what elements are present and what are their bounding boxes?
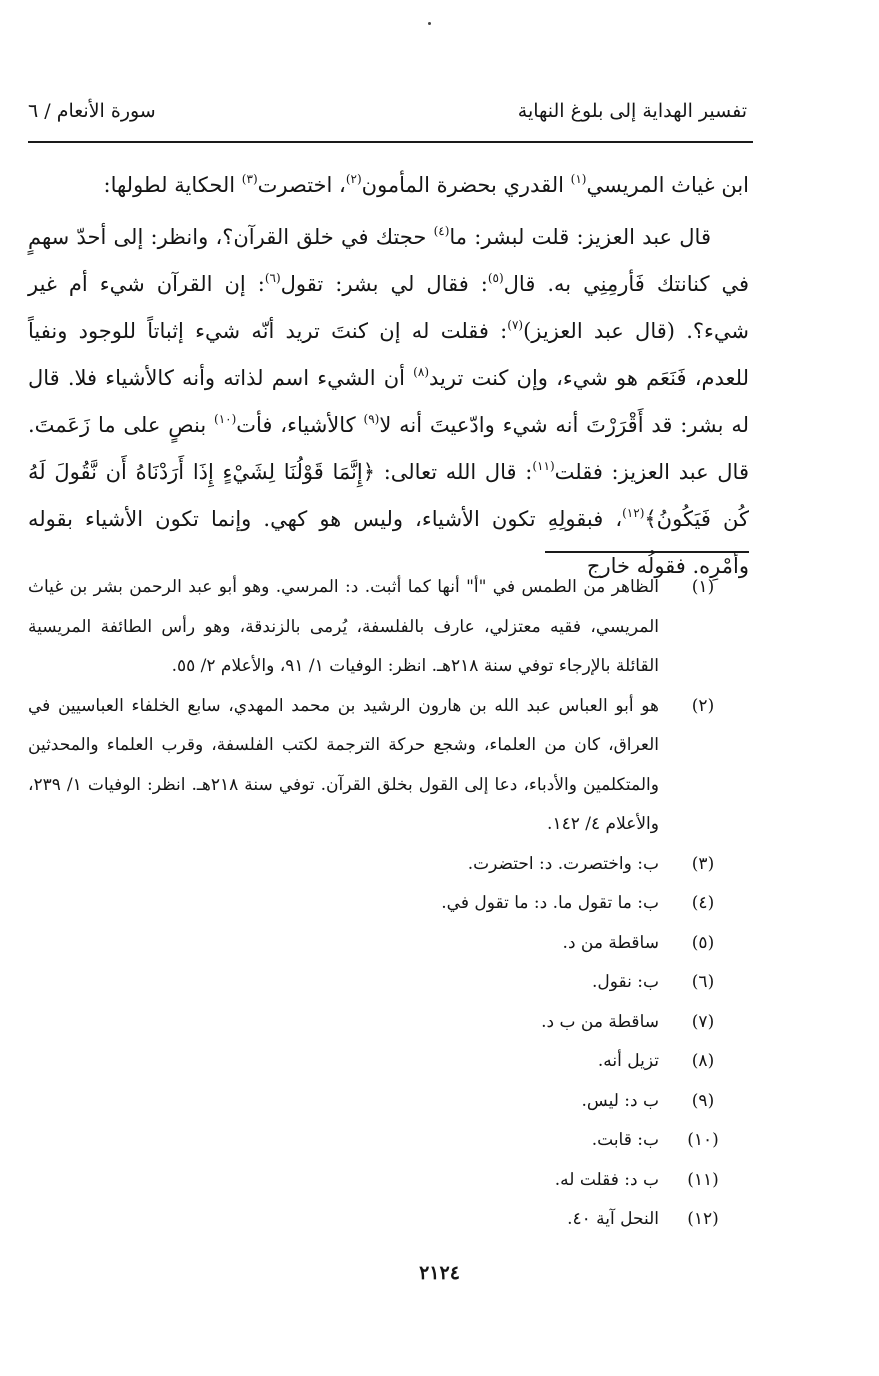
page-number: ٢١٢٤ (419, 1262, 460, 1284)
footnote-ref: (٩) (363, 412, 380, 426)
footnote-number: (٦) (691, 972, 715, 992)
book-title: تفسير الهداية إلى بلوغ النهاية (517, 100, 747, 122)
footnote-number: (١١) (687, 1169, 719, 1190)
footnote-text: ساقطة من ب د. (541, 1011, 659, 1032)
footnote-ref: (١١) (532, 459, 555, 473)
text-run: ، فبقولِهِ تكون الأشياء، وليس هو كهي. وإنما تكون الأشياء بقوله وأمْرِه. فقولُه خارج (28, 507, 749, 578)
footnote-ref: (٥) (487, 271, 504, 285)
text-run: حجتك في خلق القرآن؟، وانظر: إلى أحدّ سهمٍ في كنانتك فَأرمِنِي به. قال (28, 225, 750, 296)
paragraph-dialogue (28, 214, 749, 590)
text-run: كالأشياء، فأت (236, 413, 364, 437)
text-run: قال عبد العزيز: قلت لبشر: ما (449, 225, 711, 249)
surah-and-volume: سورة الأنعام / ٦ (28, 100, 156, 122)
footnote-text: ب: قابت. (591, 1130, 659, 1150)
footnote-number: (٥) (691, 932, 715, 953)
quran-verse: : قال الله تعالى: ﴿إِنَّمَا قَوْلُنَا لِشَيْءٍ إِذَا أَرَدْنَاهُ أَن نَّقُولَ لَهُ كُن فَيَكُونُ﴾ (28, 460, 749, 531)
footnote-text: الظاهر من الطمس في "أ" أنها كما أثبت. د: المرسي. وهو أبو عبد الرحمن بشر بن غياث المريسي، فقيه معتزلي، عارف بالفلسفة، يُرمى بالزندقة، وهو رأس الطائفة المريسية القائلة بالإرجاء توفي سنة ٢١٨هـ. انظر: الوفيات ١/ ٩١، والأعلام ٢/ ٥٥. (28, 577, 659, 676)
footnote (28, 1082, 731, 1122)
footnote-number: (١٠) (687, 1130, 719, 1150)
footnote-text: ب: واختصرت. د: احتضرت. (467, 853, 659, 874)
main-text (28, 162, 749, 590)
footnote-text: ب: ما تقول ما. د: ما تقول في. (441, 893, 659, 913)
footnote-number: (٤) (691, 893, 715, 913)
footnote-number: (٧) (691, 1011, 715, 1032)
footnote-ref: (١٢) (622, 506, 645, 520)
footnote-ref: (٤) (433, 224, 450, 238)
text-run: الحكاية لطولها: (103, 173, 242, 197)
footnote-ref: (١٠) (214, 412, 237, 426)
footnote-ref: (٢) (345, 172, 362, 186)
footnote-ref: (٣) (241, 172, 258, 186)
footnote-number: (١٢) (687, 1209, 719, 1229)
footnote-separator (545, 551, 749, 553)
text-run: ابن غياث المريسي (586, 173, 749, 197)
footnote-number: (٨) (691, 1051, 715, 1071)
footnote-text: ب د: فقلت له. (554, 1169, 659, 1190)
footnote-text: ساقطة من د. (562, 932, 659, 953)
footnote-ref: (٧) (507, 318, 524, 332)
text-run: أن الشيء اسم لذاته وأنه كالأشياء فلا. قال له بشر: قد أَقْرَرْتَ أنه شيء وادّعيتَ أنه لا (28, 366, 750, 437)
footnote (28, 1121, 731, 1161)
footnote-text: هو أبو العباس عبد الله بن هارون الرشيد بن محمد المهدي، سابع الخلفاء العباسيين في العراق، كان من العلماء، وشجع حركة الترجمة لكتب الفلسفة، وقرب العلماء والمحدثين والمتكلمين والأدباء، دعا إلى القول بخلق القرآن. توفي سنة ٢١٨هـ. انظر: الوفيات ١/ ٢٣٩، والأعلام ٤/ ١٤٢. (28, 695, 659, 834)
text-run: بنصٍ على ما زَعَمتَ. قال عبد العزيز: فقلت (28, 413, 749, 484)
footnote-text: تزيل أنه. (597, 1051, 659, 1071)
text-run: ، اختصرت (257, 173, 346, 197)
footnote (28, 963, 731, 1003)
footnote (28, 1200, 731, 1240)
running-header (28, 100, 747, 130)
text-run: : فقلت له إن كنتَ تريد أنّه شيء إثباتاً للوجود ونفياً للعدم، فَنَعَم هو شيء، وإن كنت تريد (28, 319, 749, 390)
footnote (28, 568, 731, 687)
footnote-number: (٣) (691, 853, 715, 874)
footnote-text: النحل آية ٤٠. (567, 1209, 659, 1229)
text-run: القدري بحضرة المأمون (361, 173, 571, 197)
text-run: : فقال لي بشر: تقول (280, 272, 488, 296)
footnote (28, 1003, 731, 1043)
footnote-number: (٢) (691, 695, 715, 716)
footnote-number: (٩) (691, 1090, 715, 1111)
text-run: : إن القرآن شيء أم غير شيء؟. (قال عبد العزيز) (28, 272, 749, 343)
footnote (28, 845, 731, 885)
footnote-ref: (١) (570, 172, 587, 186)
footnote-ref: (٨) (413, 365, 429, 379)
footnote (28, 1042, 731, 1082)
scan-speck (428, 22, 431, 25)
footnotes (28, 568, 731, 1240)
footnote-text: ب د: ليس. (581, 1090, 659, 1111)
footnote-number: (١) (691, 577, 715, 597)
footnote-ref: (٦) (264, 271, 281, 285)
footnote-text: ب: نقول. (591, 972, 659, 992)
footnote (28, 884, 731, 924)
paragraph-intro (28, 162, 749, 209)
header-rule (28, 141, 753, 143)
footnote (28, 687, 731, 845)
footnote (28, 924, 731, 964)
footnote (28, 1161, 731, 1201)
